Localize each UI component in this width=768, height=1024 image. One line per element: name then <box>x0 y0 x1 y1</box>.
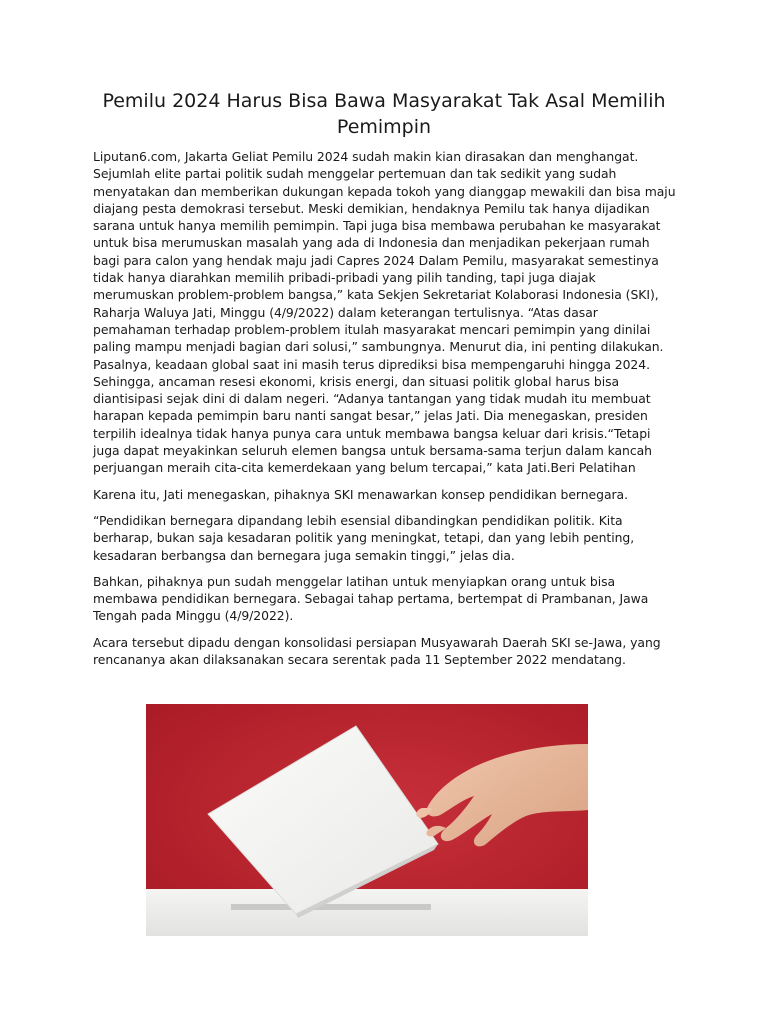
paragraph-3: “Pendidikan bernegara dipandang lebih esensial dibandingkan pendidikan politik. Kita berharap, bukan saja kesadaran politik yang meningkat, tetapi, dan yang lebih penting, kesadaran berbangsa dan bernegara juga semakin tinggi,” jelas dia. <box>93 512 635 563</box>
paragraph-4: Bahkan, pihaknya pun sudah menggelar latihan untuk menyiapkan orang untuk bisa membawa pendidikan bernegara. Sebagai tahap pertama, bertempat di Prambanan, Jawa Tengah pada Minggu (4/9/2022). <box>93 573 649 624</box>
article-title: Pemilu 2024 Harus Bisa Bawa Masyarakat Tak Asal Memilih Pemimpin <box>102 90 666 138</box>
paragraph-5: Acara tersebut dipadu dengan konsolidasi persiapan Musyawarah Daerah SKI se-Jawa, yang rencananya akan dilaksanakan secara serentak pada 11 September 2022 mendatang. <box>93 634 661 668</box>
paragraph-2: Karena itu, Jati menegaskan, pihaknya SKI menawarkan konsep pendidikan bernegara. <box>93 486 628 502</box>
ballot-illustration <box>146 704 588 936</box>
paragraph-1: Liputan6.com, Jakarta Geliat Pemilu 2024 sudah makin kian dirasakan dan menghangat. Sejumlah elite partai politik sudah menggelar pertemuan dan tak sedikit yang sudah menyatakan dan memberikan dukungan kepada tokoh yang dianggap mewakili dan bisa maju diajang pesta demokrasi tersebut. Meski demikian, hendaknya Pemilu tak hanya dijadikan sarana untuk hanya memilih pemimpin. Tapi juga bisa membawa perubahan ke masyarakat untuk bisa merumuskan masalah yang ada di Indonesia dan menjadikan pekerjaan rumah bagi para calon yang hendak maju jadi Capres 2024 Dalam Pemilu, masyarakat semestinya tidak hanya diarahkan memilih pribadi-pribadi yang pilih tanding, tapi juga diajak merumuskan problem-problem bangsa,” kata Sekjen Sekretariat Kolaborasi Indonesia (SKI), Raharja Waluya Jati, Minggu (4/9/2022) dalam keterangan tertulisnya. “Atas dasar pemahaman terhadap problem-problem itulah masyarakat mencari pemimpin yang dinilai paling mampu menjadi bagian dari solusi,” sambungnya. Menurut dia, ini penting dilakukan. Pasalnya, keadaan global saat ini masih terus diprediksi bisa mempengaruhi hingga 2024. Sehingga, ancaman resesi ekonomi, krisis energi, dan situasi politik global harus bisa diantisipasi sejak dini di dalam negeri. “Adanya tantangan yang tidak mudah itu membuat harapan kepada pemimpin baru nanti sangat besar,” jelas Jati. Dia menegaskan, presiden terpilih idealnya tidak hanya punya cara untuk membawa bangsa keluar dari krisis.“Tetapi juga dapat meyakinkan seluruh elemen bangsa untuk bersama-sama terjun dalam kancah perjuangan meraih cita-cita kemerdekaan yang belum tercapai,” kata Jati.Beri Pelatihan <box>93 149 676 476</box>
ballot-box-slot <box>231 904 431 910</box>
article-body <box>93 148 678 677</box>
ballot-photo <box>146 704 588 936</box>
ballot-box-top <box>146 889 588 936</box>
